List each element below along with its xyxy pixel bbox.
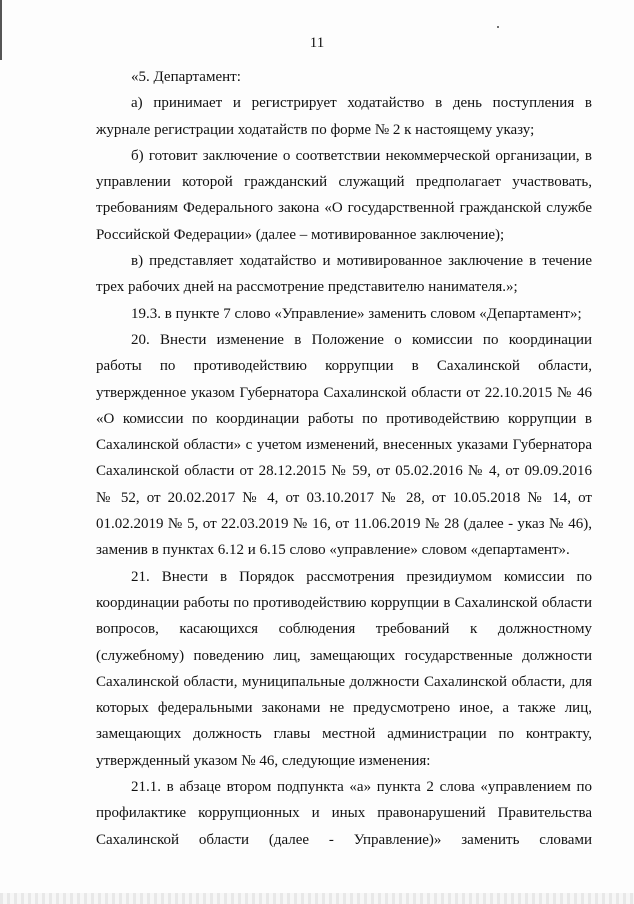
text-line: которых федеральными законами не предусмотрено иное, а также лиц, <box>96 700 592 717</box>
text-line: «5. Департамент: <box>131 69 241 85</box>
text-line: Российской Федерации» (далее – мотивированное заключение); <box>96 226 505 243</box>
text-line: журнале регистрации ходатайств по форме № 2 к настоящему указу; <box>96 121 535 138</box>
text-line: вопросов, касающихся соблюдения требований к должностному <box>96 621 592 638</box>
text-line: профилактике коррупционных и иных правонарушений Правительства <box>96 805 592 822</box>
text-line: б) готовит заключение о соответствии некоммерческой организации, в <box>131 147 592 164</box>
scan-bottom-edge <box>0 893 634 904</box>
text-line: в) представляет ходатайство и мотивированное заключение в течение <box>131 253 592 270</box>
text-line: «О комиссии по координации работы по противодействию коррупции в <box>96 410 592 427</box>
text-line: утвержденное указом Губернатора Сахалинской области от 22.10.2015 № 46 <box>96 384 592 401</box>
text-line: Сахалинской области» с учетом изменений, внесенных указами Губернатора <box>96 437 592 454</box>
text-line: замещающих должность главы местной администрации по контракту, <box>96 726 592 743</box>
text-line: утвержденный указом № 46, следующие изменения: <box>96 752 431 769</box>
text-line: Сахалинской области (далее - Управление)» заменить словами <box>96 831 592 848</box>
text-line: управлении которой гражданский служащий предполагает участвовать, <box>96 174 592 191</box>
text-line: (служебному) поведению лиц, замещающих государственные должности <box>96 647 592 664</box>
text-line: 19.3. в пункте 7 слово «Управление» заменить словом «Департамент»; <box>131 305 582 322</box>
text-line: координации работы по противодействию коррупции в Сахалинской области <box>96 594 592 611</box>
text-line: а) принимает и регистрирует ходатайство в день поступления в <box>131 95 592 112</box>
text-line: 21. Внести в Порядок рассмотрения президиумом комиссии по <box>131 568 592 585</box>
text-line: 20. Внести изменение в Положение о комиссии по координации <box>131 331 592 348</box>
text-line: № 52, от 20.02.2017 № 4, от 03.10.2017 № 28, от 10.05.2018 № 14, от <box>96 489 592 506</box>
document-body <box>96 64 592 853</box>
text-line: Сахалинской области от 28.12.2015 № 59, от 05.02.2016 № 4, от 09.09.2016 <box>96 463 592 480</box>
text-line: требованиям Федерального закона «О государственной гражданской службе <box>96 200 592 217</box>
text-line: трех рабочих дней на рассмотрение представителю нанимателя.»; <box>96 279 518 296</box>
scan-speck <box>497 26 499 28</box>
page-number: 11 <box>309 35 325 51</box>
text-line: заменив в пунктах 6.12 и 6.15 слово «управление» словом «департамент». <box>96 542 570 559</box>
text-line: Сахалинской области, муниципальные должности Сахалинской области, для <box>96 673 592 690</box>
text-line: 21.1. в абзаце втором подпункта «а» пункта 2 слова «управлением по <box>131 779 592 796</box>
text-line: работы по противодействию коррупции в Сахалинской области, <box>96 358 592 375</box>
text-line: 01.02.2019 № 5, от 22.03.2019 № 16, от 11.06.2019 № 28 (далее - указ № 46), <box>96 516 592 533</box>
